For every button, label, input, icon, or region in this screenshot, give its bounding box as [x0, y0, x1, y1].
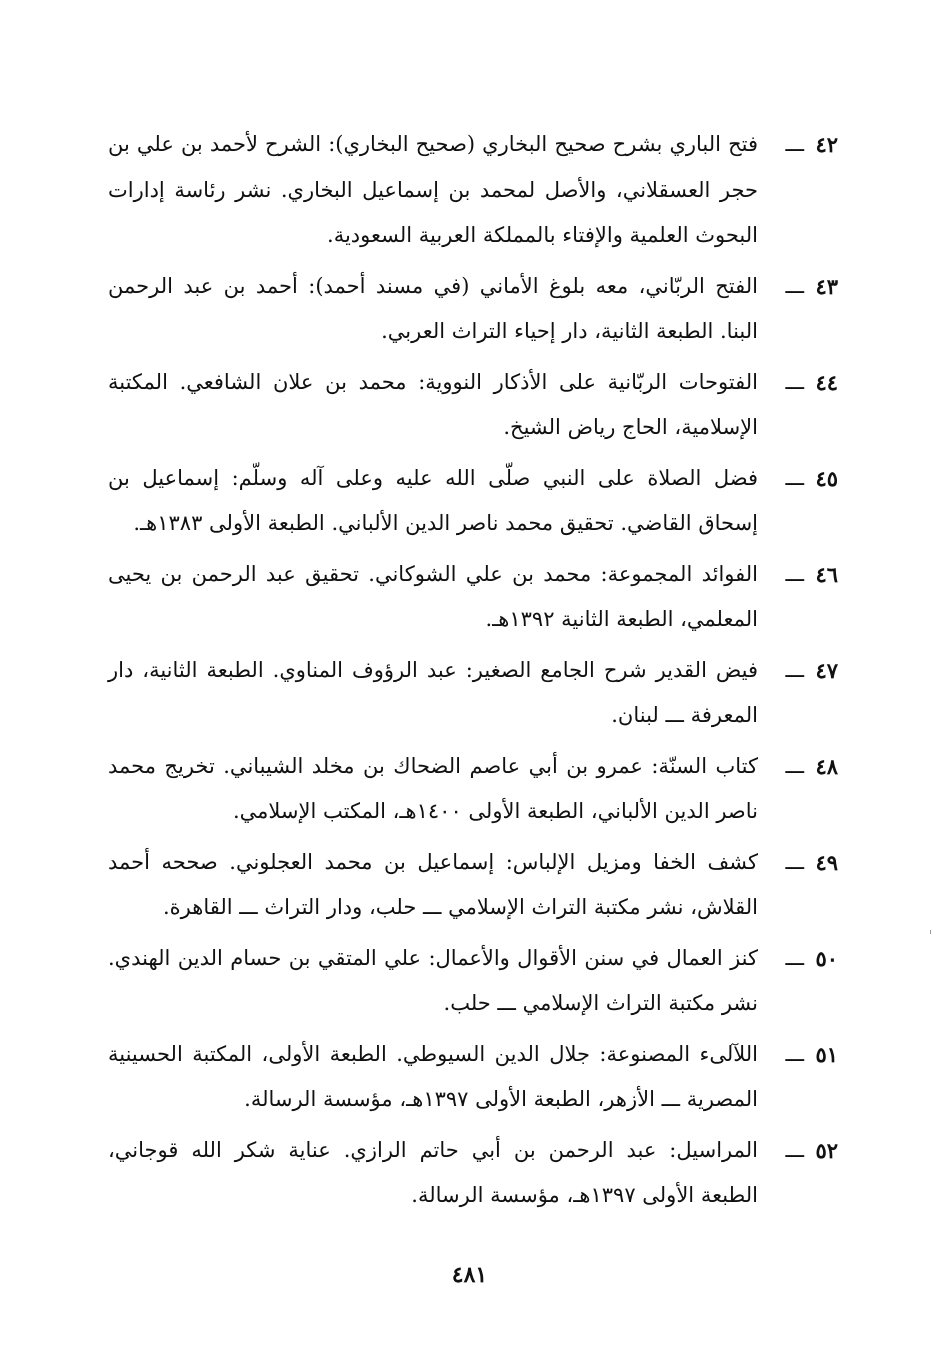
entry-text: المراسيل: عبد الرحمن بن أبي حاتم الرازي. عناية شكر الله قوجاني، الطبعة الأولى ١٣٩٧هـ، مؤسسة الرسالة.: [108, 1137, 758, 1207]
bibliography-entry: [108, 1032, 838, 1123]
entry-dash: ـــ: [785, 1137, 804, 1162]
page-number: ٤٨١: [451, 1262, 488, 1288]
entry-number: ٤٤: [815, 369, 838, 395]
entry-text: كنز العمال في سنن الأقوال والأعمال: علي المتقي بن حسام الدين الهندي. نشر مكتبة التراث الإسلامي ـــ حلب.: [108, 945, 758, 1015]
entry-dash: ـــ: [785, 465, 804, 490]
scan-mark: [930, 930, 931, 934]
entry-text: الفوائد المجموعة: محمد بن علي الشوكاني. تحقيق عبد الرحمن بن يحيى المعلمي، الطبعة الثانية ١٣٩٢هـ.: [108, 561, 758, 631]
entry-number: ٤٧: [815, 657, 838, 683]
bibliography-entry: [108, 456, 838, 547]
bibliography-entry: [108, 1128, 838, 1219]
entry-number: ٥٢: [815, 1137, 838, 1163]
entry-number: ٤٢: [815, 132, 838, 157]
entry-number: ٤٨: [815, 753, 838, 779]
entry-dash: ـــ: [785, 132, 804, 156]
entry-dash: ـــ: [785, 273, 804, 298]
entry-text: كتاب السنّة: عمرو بن أبي عاصم الضحاك بن مخلد الشيباني. تخريج محمد ناصر الدين الألباني، الطبعة الأولى ١٤٠٠هـ، المكتب الإسلامي.: [108, 753, 758, 823]
bibliography-list: [108, 122, 838, 1224]
entry-text: الفتح الربّاني، معه بلوغ الأماني (في مسند أحمد): أحمد بن عبد الرحمن البنا. الطبعة الثانية، دار إحياء التراث العربي.: [108, 273, 758, 343]
bibliography-entry: [108, 936, 838, 1027]
entry-text: فضل الصلاة على النبي صلّى الله عليه وعلى آله وسلّم: إسماعيل بن إسحاق القاضي. تحقيق محمد ناصر الدين الألباني. الطبعة الأولى ١٣٨٣هـ.: [108, 465, 758, 535]
entry-dash: ـــ: [785, 849, 804, 874]
bibliography-entry: [108, 648, 838, 739]
entry-text: اللآلىء المصنوعة: جلال الدين السيوطي. الطبعة الأولى، المكتبة الحسينية المصرية ـــ الأزهر، الطبعة الأولى ١٣٩٧هـ، مؤسسة الرسالة.: [108, 1041, 758, 1111]
entry-number: ٤٩: [815, 849, 838, 875]
entry-number: ٤٣: [815, 273, 838, 299]
entry-dash: ـــ: [785, 657, 804, 682]
bibliography-entry: [108, 744, 838, 835]
entry-dash: ـــ: [785, 1041, 804, 1066]
entry-number: ٤٦: [815, 561, 838, 587]
entry-text: فتح الباري بشرح صحيح البخاري (صحيح البخاري): الشرح لأحمد بن علي بن حجر العسقلاني، والأصل لمحمد بن إسماعيل البخاري. نشر رئاسة إدارات البحوث العلمية والإفتاء بالمملكة العربية السعودية.: [108, 132, 758, 247]
entry-dash: ـــ: [785, 753, 804, 778]
bibliography-entry: [108, 552, 838, 643]
entry-dash: ـــ: [785, 561, 804, 586]
entry-text: كشف الخفا ومزيل الإلباس: إسماعيل بن محمد العجلوني. صححه أحمد القلاش، نشر مكتبة التراث الإسلامي ـــ حلب، ودار التراث ـــ القاهرة.: [108, 849, 758, 919]
bibliography-entry: [108, 122, 838, 259]
entry-dash: ـــ: [785, 369, 804, 394]
entry-number: ٤٥: [815, 465, 838, 491]
entry-number: ٥١: [815, 1041, 838, 1067]
entry-dash: ـــ: [785, 945, 804, 970]
entry-number: ٥٠: [815, 945, 838, 971]
bibliography-entry: [108, 840, 838, 931]
bibliography-entry: [108, 264, 838, 355]
entry-text: فيض القدير شرح الجامع الصغير: عبد الرؤوف المناوي. الطبعة الثانية، دار المعرفة ـــ لبنان.: [108, 657, 758, 727]
entry-text: الفتوحات الربّانية على الأذكار النووية: محمد بن علان الشافعي. المكتبة الإسلامية، الحاج رياض الشيخ.: [108, 369, 758, 439]
bibliography-entry: [108, 360, 838, 451]
